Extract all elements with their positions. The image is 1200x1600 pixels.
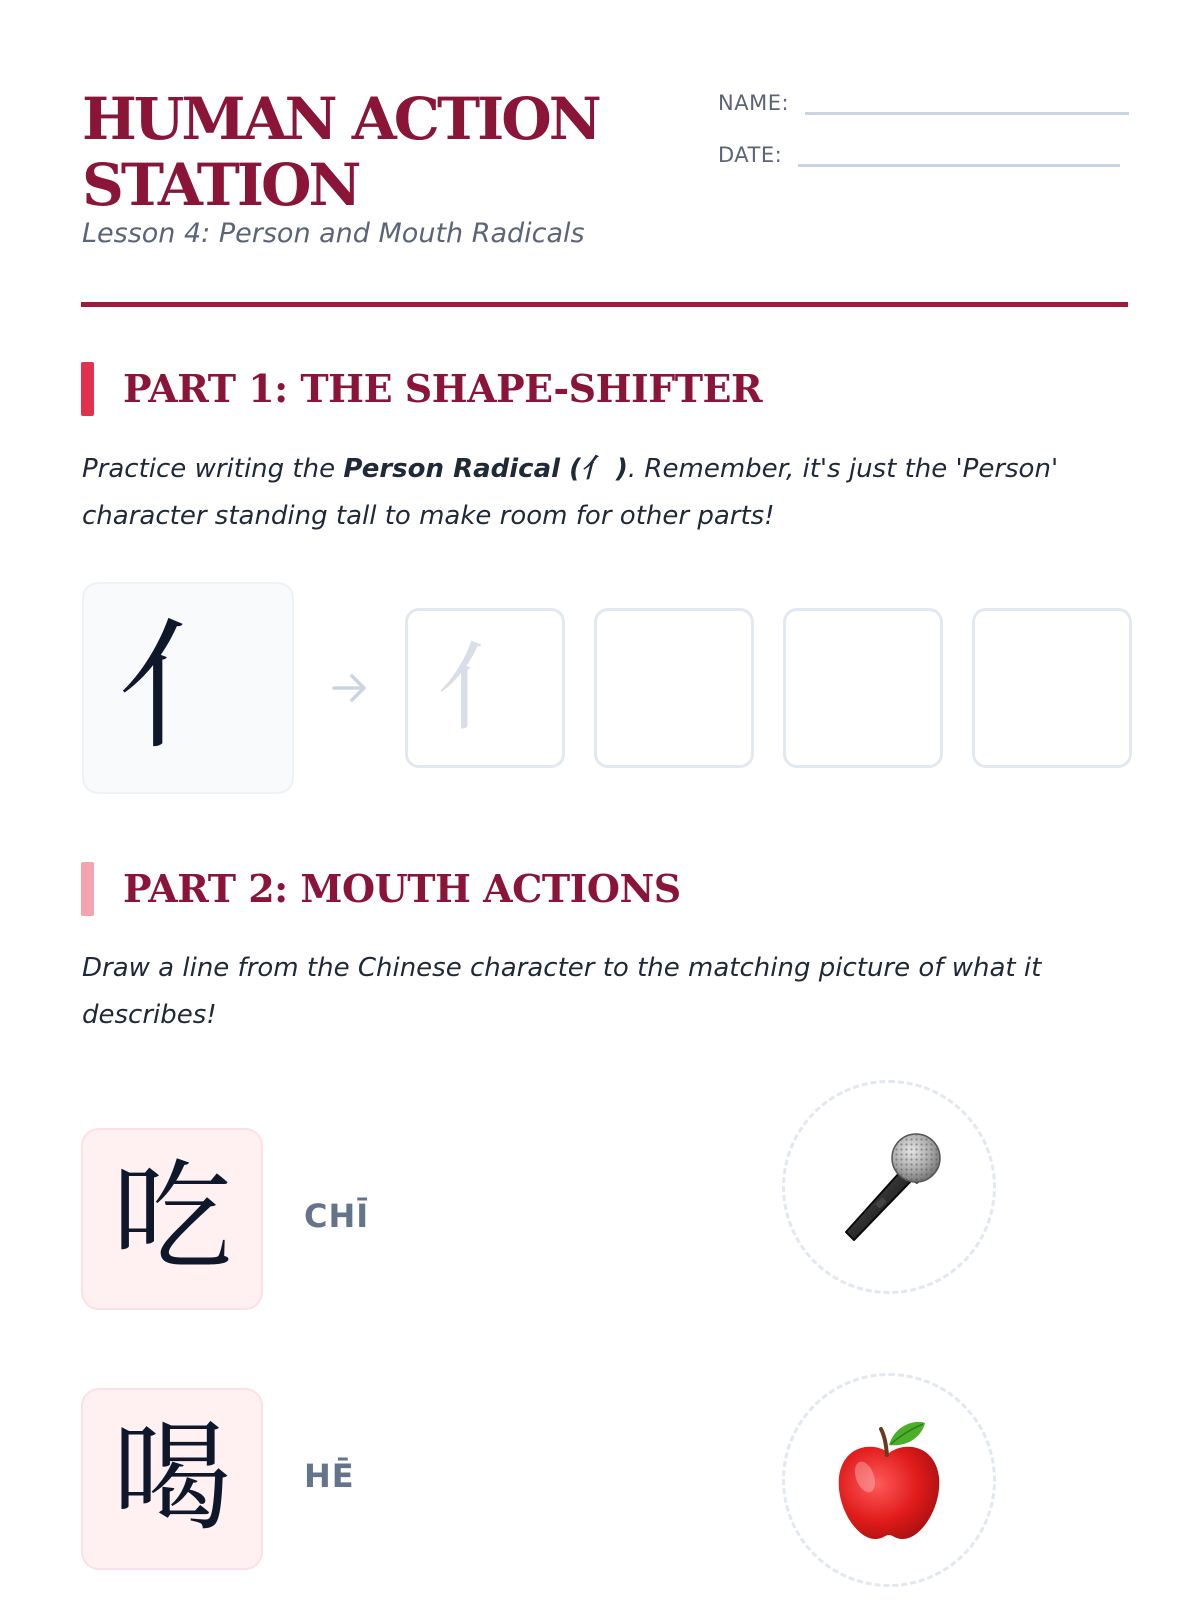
lesson-subtitle: Lesson 4: Person and Mouth Radicals — [82, 218, 585, 249]
practice-box-2[interactable] — [783, 608, 943, 768]
part1-accent-bar — [81, 362, 94, 416]
name-field — [718, 86, 1129, 115]
name-label: NAME: — [718, 91, 790, 115]
part1-heading: PART 1: THE SHAPE-SHIFTER — [123, 366, 763, 411]
header-divider — [81, 302, 1128, 307]
character-tile-he[interactable] — [81, 1388, 263, 1570]
title-line-2: STATION — [82, 151, 359, 219]
date-write-line[interactable] — [798, 138, 1120, 167]
character-tile-chi[interactable] — [81, 1128, 263, 1310]
model-character: 亻 — [117, 606, 258, 769]
part1-instruction-post: . Remember, it's just the 'Person' character standing tall to make room for other parts! — [82, 454, 1059, 531]
practice-box-3[interactable] — [972, 608, 1132, 768]
part2-accent-bar — [81, 862, 94, 916]
microphone-icon — [824, 1122, 954, 1252]
part1-instruction-pre: Practice writing the — [82, 454, 344, 484]
arrow-right-icon — [330, 668, 370, 708]
character-he: 喝 — [112, 1409, 232, 1548]
apple-icon — [829, 1415, 949, 1545]
date-label: DATE: — [718, 143, 783, 167]
title-line-1: HUMAN ACTION — [82, 85, 599, 153]
worksheet-title — [82, 86, 642, 218]
pinyin-he: HĒ — [304, 1457, 355, 1495]
part2-instruction: Draw a line from the Chinese character to the matching picture of what it describes! — [82, 953, 1042, 1030]
picture-circle-microphone[interactable] — [782, 1080, 996, 1294]
part1-instruction — [82, 446, 1142, 540]
trace-character: 亻 — [437, 632, 533, 744]
name-write-line[interactable] — [805, 86, 1129, 115]
pinyin-chi: CHĪ — [304, 1197, 370, 1235]
part2-heading: PART 2: MOUTH ACTIONS — [123, 866, 681, 911]
model-character-box — [82, 582, 294, 794]
practice-box-1[interactable] — [594, 608, 754, 768]
character-chi: 吃 — [112, 1149, 232, 1288]
part1-instruction-bold: Person Radical (亻 ) — [343, 454, 628, 484]
trace-box[interactable] — [405, 608, 565, 768]
picture-circle-apple[interactable] — [782, 1373, 996, 1587]
date-field — [718, 138, 1120, 167]
